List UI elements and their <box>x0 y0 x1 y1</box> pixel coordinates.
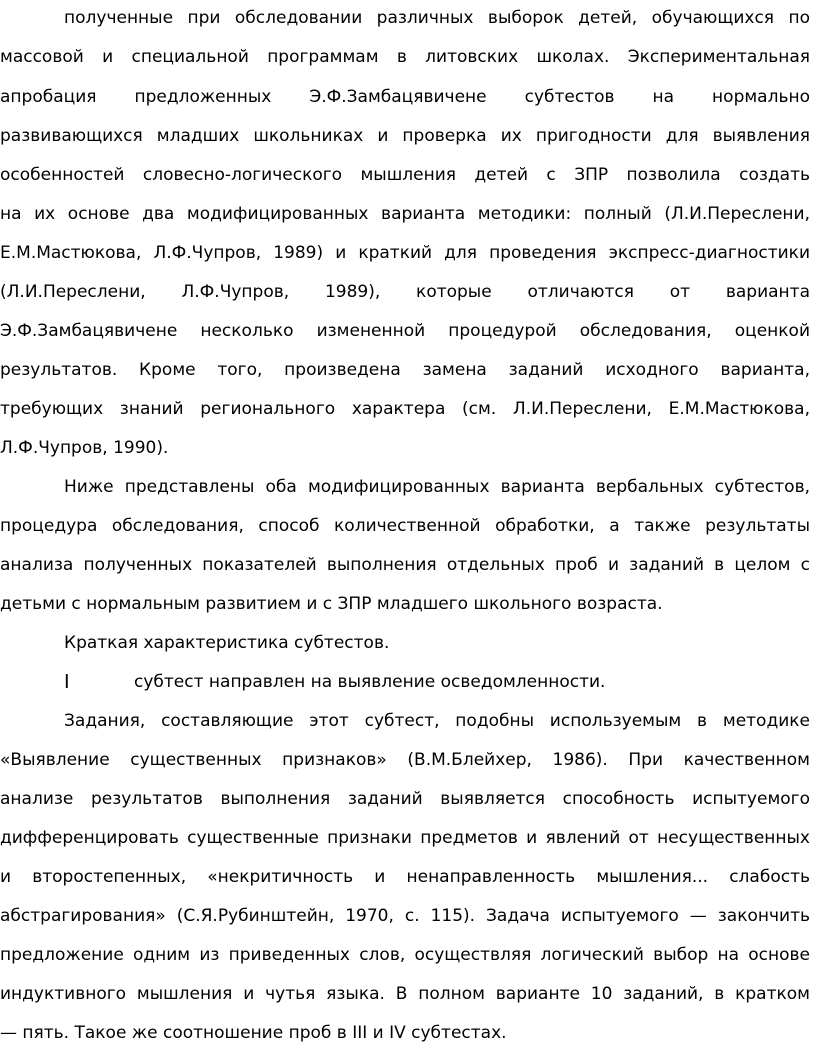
text-line: (Л.И.Переслени, Л.Ф.Чупров, 1989), которые отличаются от варианта <box>0 282 810 302</box>
text-line: — пять. Такое же соотношение проб в III и IV субтестах. <box>0 1023 507 1043</box>
text-line: развивающихся младших школьниках и проверка их пригодности для выявления <box>0 126 810 146</box>
text-line: предложение одним из приведенных слов, осуществляя логический выбор на основе <box>0 945 810 965</box>
subtests-heading: Краткая характеристика субтестов. <box>64 633 390 653</box>
text-line: массовой и специальной программам в литовских школах. Экспериментальная <box>0 47 810 67</box>
text-line: индуктивного мышления и чутья языка. В полном варианте 10 заданий, в кратком <box>0 984 810 1004</box>
text-line: абстрагирования» (С.Я.Рубинштейн, 1970, с. 115). Задача испытуемого — закончить <box>0 906 810 926</box>
text-line: анализа полученных показателей выполнения отдельных проб и заданий в целом с <box>0 555 810 575</box>
text-line: детьми с нормальным развитием и с ЗПР младшего школьного возраста. <box>0 594 663 614</box>
text-line: анализе результатов выполнения заданий выявляется способность испытуемого <box>0 789 810 809</box>
text-line: дифференцировать существенные признаки предметов и явлений от несущественных <box>0 828 810 848</box>
text-line: требующих знаний регионального характера (см. Л.И.Переслени, Е.М.Мастюкова, <box>0 399 810 419</box>
subtest-description: субтест направлен на выявление осведомленности. <box>134 672 606 692</box>
text-line: полученные при обследовании различных выборок детей, обучающихся по <box>64 8 810 28</box>
text-line: на их основе два модифицированных варианта методики: полный (Л.И.Переслени, <box>0 204 810 224</box>
text-line: и второстепенных, «некритичность и ненаправленность мышления... слабость <box>0 867 810 887</box>
text-line: апробация предложенных Э.Ф.Замбацявичене субтестов на нормально <box>0 87 810 107</box>
text-line: процедура обследования, способ количественной обработки, а также результаты <box>0 516 810 536</box>
text-line: результатов. Кроме того, произведена замена заданий исходного варианта, <box>0 360 810 380</box>
text-line: Задания, составляющие этот субтест, подобны используемым в методике <box>64 711 810 731</box>
text-line: «Выявление существенных признаков» (В.М.Блейхер, 1986). При качественном <box>0 750 810 770</box>
text-line: особенностей словесно-логического мышления детей с ЗПР позволила создать <box>0 165 810 185</box>
text-line: Э.Ф.Замбацявичене несколько измененной процедурой обследования, оценкой <box>0 321 810 341</box>
text-line: Л.Ф.Чупров, 1990). <box>0 438 169 458</box>
text-line: Ниже представлены оба модифицированных варианта вербальных субтестов, <box>64 477 810 497</box>
subtest-number: I <box>64 671 70 693</box>
text-line: Е.М.Мастюкова, Л.Ф.Чупров, 1989) и краткий для проведения экспресс-диагностики <box>0 243 810 263</box>
